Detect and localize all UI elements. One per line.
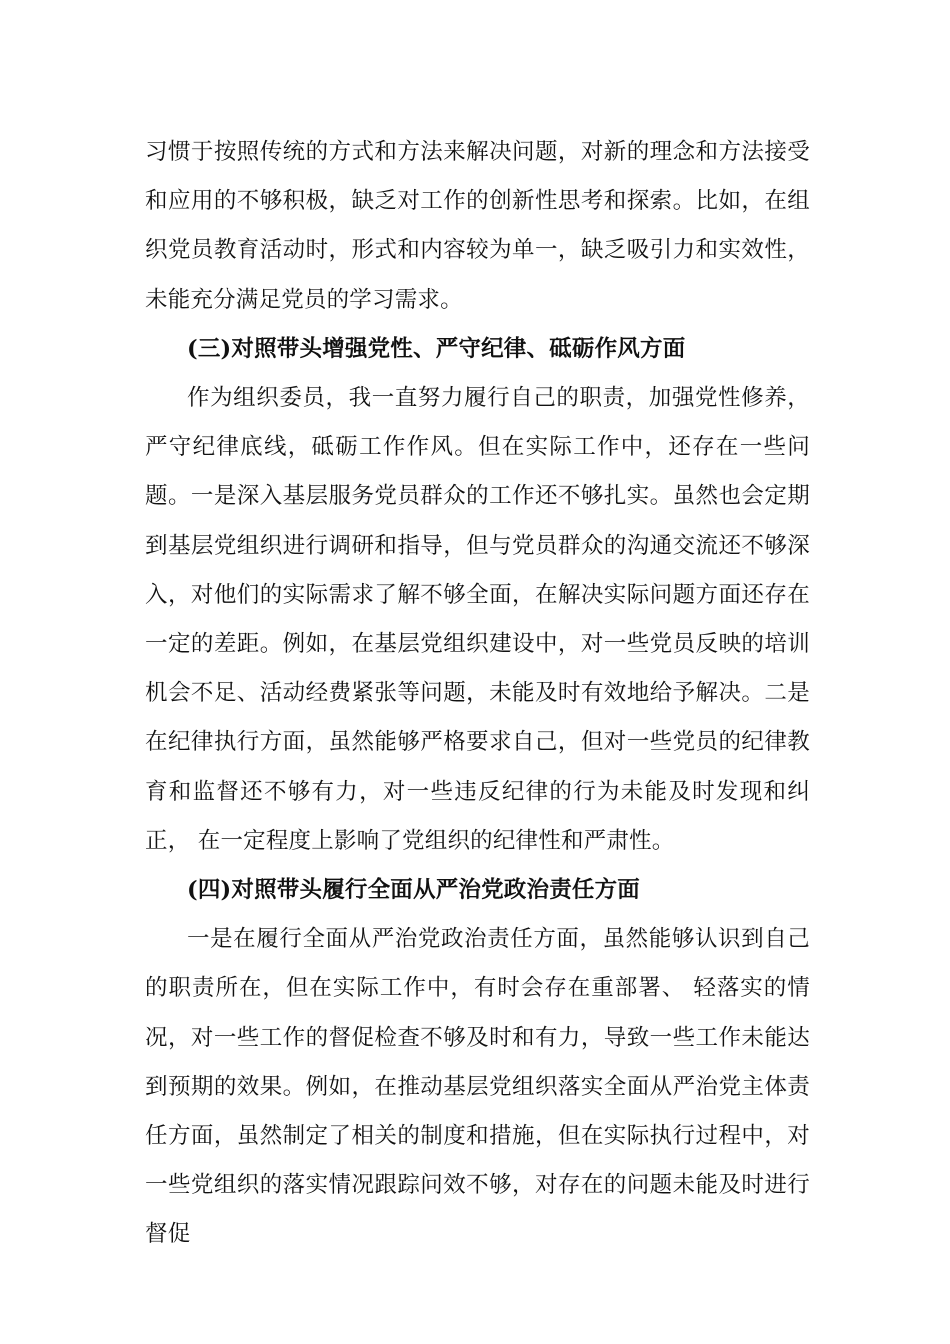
section-heading-four: (四)对照带头履行全面从严治党政治责任方面: [187, 877, 640, 904]
section-heading-three: (三)对照带头增强党性、严守纪律、砥砺作风方面: [187, 335, 686, 362]
paragraph-section-three: 作为组织委员，我一直努力履行自己的职责，加强党性修养，严守纪律底线，砥砺工作作风。但在实际工作中，还存在一些问题。一是深入基层服务党员群众的工作还不够扎实。虽然也会定期到基层党组织进行调研和指导，但与党员群众的沟通交流还不够深入，对他们的实际需求了解不够全面，在解决实际问题方面还存在一定的差距。例如，在基层党组织建设中，对一些党员反映的培训机会不足、活动经费紧张等问题，未能及时有效地给予解决。二是在纪律执行方面，虽然能够严格要求自己，但对一些党员的纪律教育和监督还不够有力，对一些违反纪律的行为未能及时发现和纠正， 在一定程度上影响了党组织的纪律性和严肃性。: [145, 385, 810, 854]
document-body: [145, 128, 810, 1260]
paragraph-section-four: 一是在履行全面从严治党政治责任方面，虽然能够认识到自己的职责所在，但在实际工作中，有时会存在重部署、 轻落实的情况，对一些工作的督促检查不够及时和有力，导致一些工作未能达到预期的效果。例如，在推动基层党组织落实全面从严治党主体责任方面，虽然制定了相关的制度和措施，但在实际执行过程中，对一些党组织的落实情况跟踪问效不够，对存在的问题未能及时进行督促: [145, 926, 810, 1248]
paragraph-continuation: 习惯于按照传统的方式和方法来解决问题，对新的理念和方法接受和应用的不够积极，缺乏对工作的创新性思考和探索。比如，在组织党员教育活动时，形式和内容较为单一，缺乏吸引力和实效性，未能充分满足党员的学习需求。: [145, 139, 810, 313]
